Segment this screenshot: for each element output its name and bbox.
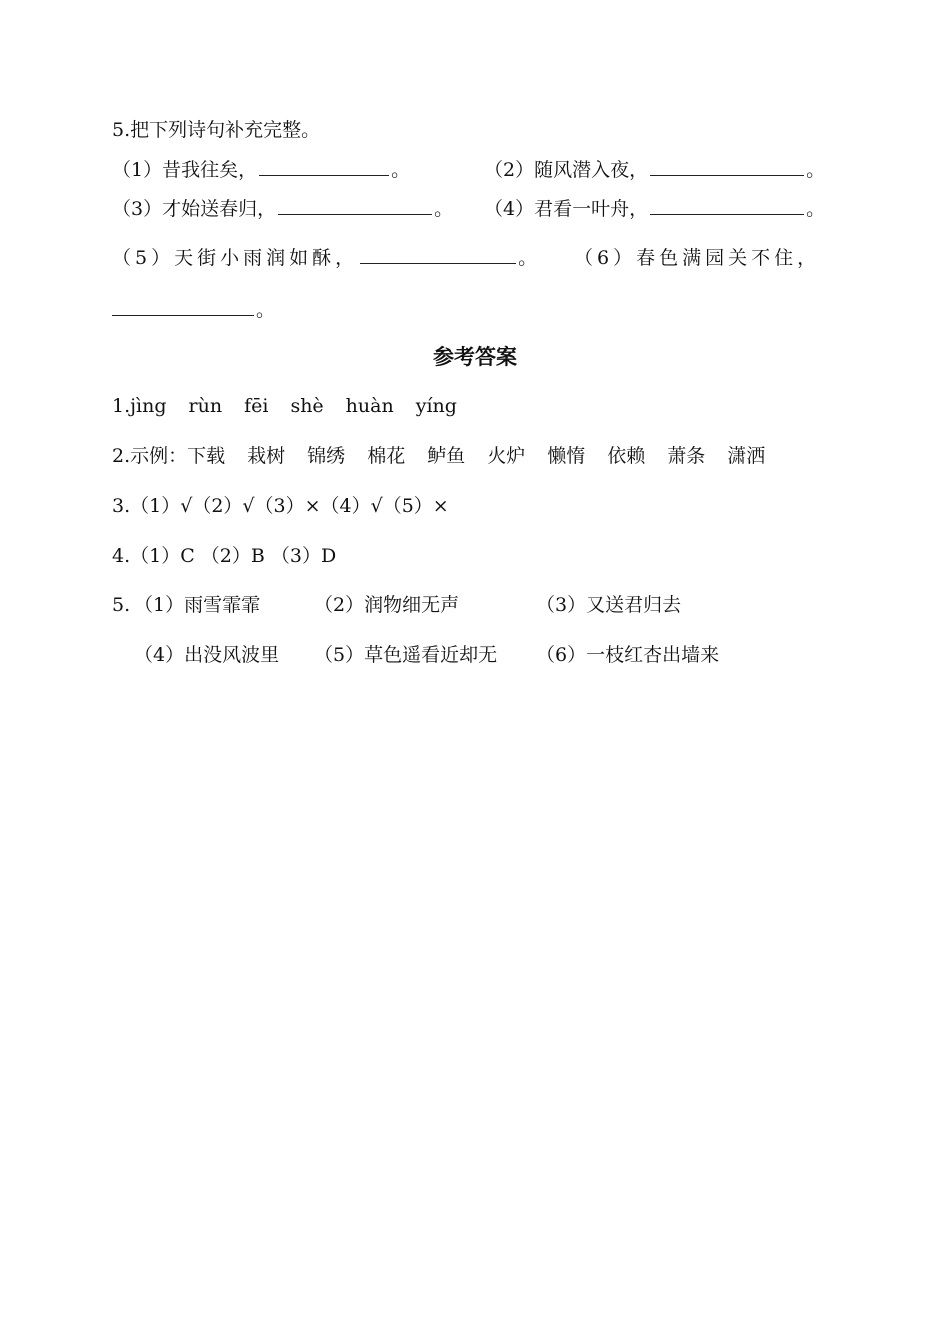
answer-word: 懒惰 xyxy=(547,445,586,467)
answer-word: 火炉 xyxy=(487,445,526,467)
answer-2 xyxy=(112,443,765,469)
answer-blank[interactable] xyxy=(259,157,389,176)
poem-item-2 xyxy=(484,157,825,183)
answer-word: 棉花 xyxy=(367,445,406,467)
answer-blank[interactable] xyxy=(360,245,516,264)
pinyin-word: huàn xyxy=(345,395,394,417)
answer-5-item: （1）雨雪霏霏 xyxy=(134,594,261,616)
answer-5-item: （5）草色遥看近却无 xyxy=(314,644,498,666)
answer-5-item: （2）润物细无声 xyxy=(314,594,460,616)
answer-5-item: （6）一枝红杏出墙来 xyxy=(536,644,720,666)
poem-item-end: 。 xyxy=(806,159,826,181)
answer-word: 锦绣 xyxy=(307,445,346,467)
answer-number: 2.示例： xyxy=(112,445,188,467)
poem-item-end: 。 xyxy=(806,198,826,220)
answer-blank[interactable] xyxy=(650,157,804,176)
poem-item-label: （1）昔我往矣， xyxy=(112,159,258,181)
poem-item-end: 。 xyxy=(391,159,411,181)
poem-item-label: （5）天街小雨润如酥， xyxy=(112,247,359,269)
poem-item-5 xyxy=(112,245,541,271)
answer-5-item: （4）出没风波里 xyxy=(134,644,280,666)
poem-item-6-continued xyxy=(112,297,275,323)
poem-item-4 xyxy=(484,196,825,222)
poem-item-label: （6）春色满园关不住， xyxy=(574,247,821,269)
answer-word: 萧条 xyxy=(667,445,706,467)
answer-blank[interactable] xyxy=(112,297,254,316)
answer-1 xyxy=(112,393,457,419)
answer-5-number: 5. xyxy=(112,594,131,616)
answer-blank[interactable] xyxy=(650,196,804,215)
poem-item-end: 。 xyxy=(518,247,542,269)
answer-3: 3.（1）√（2）√（3）×（4）√（5）× xyxy=(112,495,449,517)
pinyin-word: jìng xyxy=(130,395,167,417)
poem-item-1 xyxy=(112,157,410,183)
answers-title: 参考答案 xyxy=(433,345,517,369)
pinyin-word: rùn xyxy=(188,395,223,417)
poem-item-label: （4）君看一叶舟， xyxy=(484,198,649,220)
pinyin-word: fēi xyxy=(244,395,269,417)
answer-word: 下载 xyxy=(187,445,226,467)
answer-word: 潇洒 xyxy=(727,445,766,467)
question-heading: 5.把下列诗句补充完整。 xyxy=(112,119,321,141)
answer-4: 4.（1）C （2）B （3）D xyxy=(112,545,337,567)
poem-item-label: （3）才始送春归， xyxy=(112,198,277,220)
answer-number: 1. xyxy=(112,395,131,417)
answer-word: 依赖 xyxy=(607,445,646,467)
pinyin-word: shè xyxy=(290,395,324,417)
answer-blank[interactable] xyxy=(278,196,432,215)
answer-word: 鲈鱼 xyxy=(427,445,466,467)
poem-item-label: （2）随风潜入夜， xyxy=(484,159,649,181)
poem-item-6 xyxy=(574,245,820,271)
poem-item-end: 。 xyxy=(434,198,454,220)
poem-item-3 xyxy=(112,196,453,222)
poem-item-end: 。 xyxy=(256,299,276,321)
answer-word: 栽树 xyxy=(247,445,286,467)
answer-5-item: （3）又送君归去 xyxy=(536,594,682,616)
pinyin-word: yíng xyxy=(415,395,457,417)
